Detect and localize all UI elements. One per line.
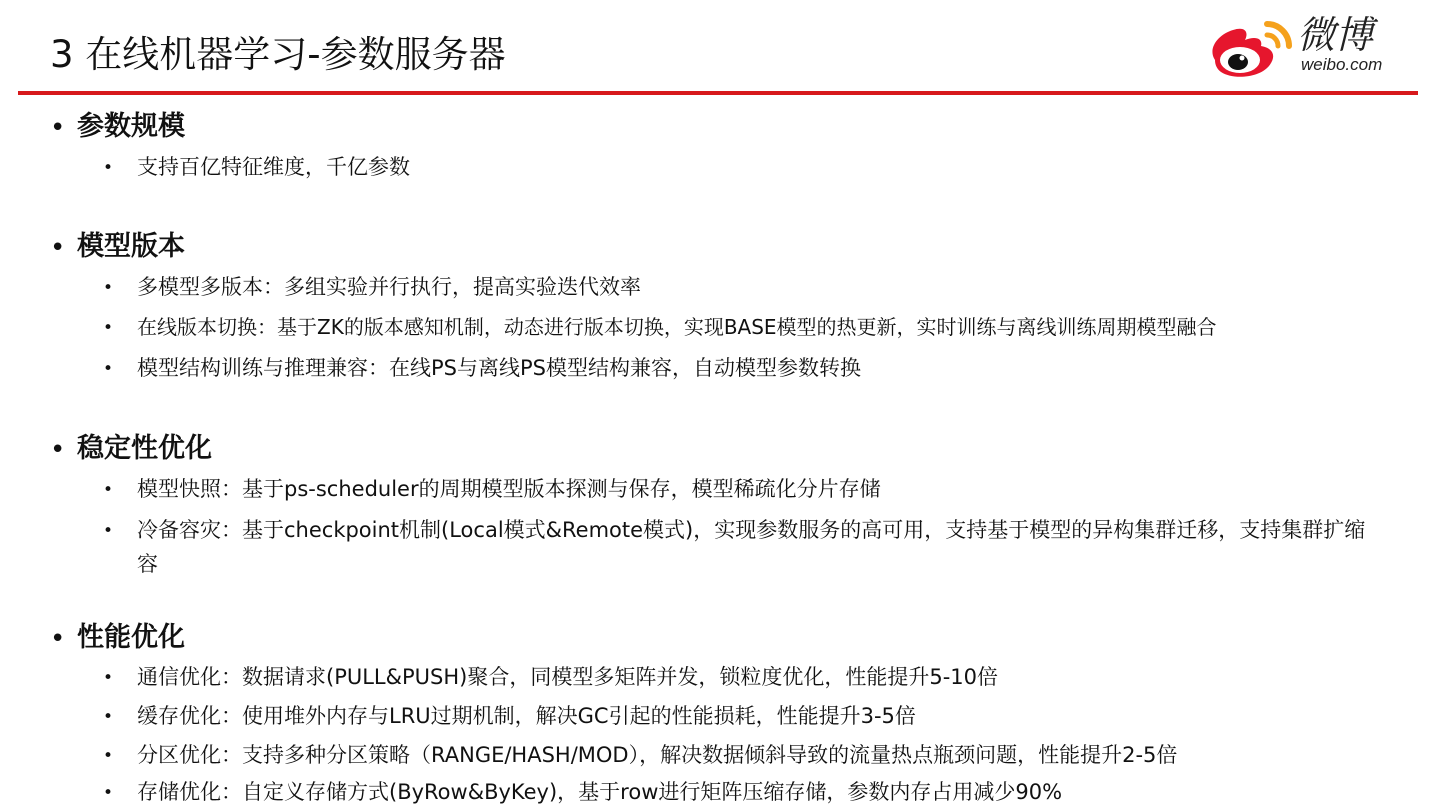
section-heading: 性能优化 (77, 622, 185, 653)
slide-title: 3 在线机器学习-参数服务器 (50, 33, 506, 76)
bullet-icon: • (103, 480, 114, 500)
bullet-icon: • (50, 113, 66, 143)
weibo-eye-logo-icon (1205, 16, 1295, 82)
bullet-icon: • (103, 521, 114, 541)
logo-en-text: weibo.com (1301, 55, 1383, 74)
bullet-icon: • (103, 359, 114, 379)
list-item: 缓存优化：使用堆外内存与LRU过期机制，解决GC引起的性能损耗，性能提升3-5倍 (137, 704, 916, 728)
list-item: 在线版本切换：基于ZK的版本感知机制，动态进行版本切换，实现BASE模型的热更新，实时训练与离线训练周期模型融合 (137, 315, 1217, 339)
list-item: 模型结构训练与推理兼容：在线PS与离线PS模型结构兼容，自动模型参数转换 (137, 356, 861, 380)
bullet-icon: • (50, 435, 66, 465)
bullet-icon: • (50, 233, 66, 263)
bullet-icon: • (103, 746, 114, 766)
logo-cn-text: 微博 (1297, 13, 1374, 57)
list-item: 模型快照：基于ps-scheduler的周期模型版本探测与保存，模型稀疏化分片存储 (137, 477, 881, 501)
bullet-icon: • (103, 158, 114, 178)
list-item: 多模型多版本：多组实验并行执行，提高实验迭代效率 (137, 275, 641, 299)
list-item: 支持百亿特征维度，千亿参数 (137, 155, 410, 179)
title-divider (18, 91, 1418, 95)
section-heading: 模型版本 (77, 231, 185, 262)
list-item: 通信优化：数据请求(PULL&PUSH)聚合，同模型多矩阵并发，锁粒度优化，性能提升5-10倍 (137, 665, 999, 689)
section-heading: 稳定性优化 (77, 433, 212, 464)
list-item: 冷备容灾：基于checkpoint机制(Local模式&Remote模式)，实现参数服务的高可用，支持基于模型的异构集群迁移，支持集群扩缩容 (137, 518, 1366, 576)
bullet-icon: • (103, 318, 114, 338)
weibo-logo (1205, 13, 1420, 82)
bullet-icon: • (103, 278, 114, 298)
list-item: 存储优化：自定义存储方式(ByRow&ByKey)，基于row进行矩阵压缩存储，参数内存占用减少90% (137, 780, 1063, 804)
bullet-icon: • (103, 707, 114, 727)
section-heading: 参数规模 (77, 111, 185, 142)
bullet-icon: • (103, 783, 114, 803)
list-item: 分区优化：支持多种分区策略（RANGE/HASH/MOD），解决数据倾斜导致的流量热点瓶颈问题，性能提升2-5倍 (137, 743, 1178, 767)
bullet-icon: • (50, 624, 66, 654)
bullet-icon: • (103, 668, 114, 688)
